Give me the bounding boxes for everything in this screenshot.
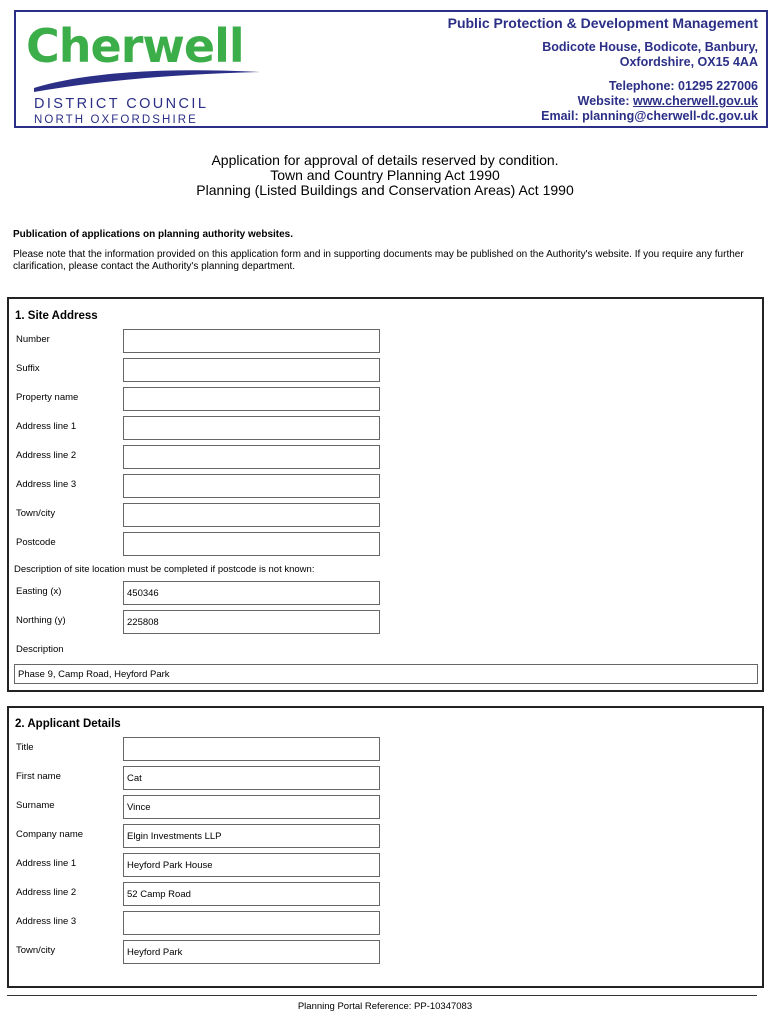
address-line-2-field[interactable] (123, 882, 380, 906)
description-label: Description (16, 644, 64, 655)
logo-district-council: DISTRICT COUNCIL (34, 96, 209, 112)
northing-field[interactable] (123, 610, 380, 634)
section-title: 1. Site Address (15, 310, 98, 322)
town-field[interactable] (123, 940, 380, 964)
address-line-1: Bodicote House, Bodicote, Banbury, (542, 40, 758, 54)
email[interactable]: Email: planning@cherwell-dc.gov.uk (541, 109, 758, 123)
easting-field[interactable] (123, 581, 380, 605)
website-link[interactable]: www.cherwell.gov.uk (632, 94, 758, 108)
title-line-1: Application for approval of details reserved by condition. (211, 152, 559, 168)
address-line-1-label: Address line 1 (16, 421, 77, 432)
postcode-label: Postcode (16, 537, 56, 548)
website-row (448, 94, 758, 109)
title-field[interactable] (123, 737, 380, 761)
portal-reference: Planning Portal Reference: PP-10347083 (297, 1001, 473, 1012)
address-line-3-field[interactable] (123, 474, 380, 498)
address-line-2-field[interactable] (123, 445, 380, 469)
suffix-field[interactable] (123, 358, 380, 382)
footer-divider (7, 995, 757, 996)
company-name-field[interactable] (123, 824, 380, 848)
address-line-2-label: Address line 2 (16, 450, 77, 461)
telephone: Telephone: 01295 227006 (608, 79, 758, 93)
applicant-details-section (7, 706, 764, 988)
website-label: Website: (577, 94, 633, 108)
description-field[interactable] (14, 664, 758, 684)
postcode-field[interactable] (123, 532, 380, 556)
title-line-2: Town and Country Planning Act 1990 (270, 167, 500, 183)
location-note: Description of site location must be completed if postcode is not known: (14, 564, 315, 575)
property-name-field[interactable] (123, 387, 380, 411)
address-line-3-field[interactable] (123, 911, 380, 935)
address-line-2-label: Address line 2 (16, 887, 77, 898)
logo-swoosh-icon (32, 66, 262, 94)
address-line-1-field[interactable] (123, 416, 380, 440)
cherwell-logo (26, 18, 266, 126)
title-label: Title (16, 742, 34, 753)
suffix-label: Suffix (16, 363, 40, 374)
publication-text: Please note that the information provided on this application form and in supporting documents may be published on the Authority's website. If you require any further clarification, please contact the Authority's planning department. (13, 249, 744, 272)
section-title: 2. Applicant Details (15, 718, 121, 730)
letterhead (14, 10, 768, 128)
easting-label: Easting (x) (16, 586, 62, 597)
publication-heading: Publication of applications on planning authority websites. (13, 229, 294, 240)
town-label: Town/city (16, 508, 56, 519)
town-label: Town/city (16, 945, 56, 956)
address-line-1-field[interactable] (123, 853, 380, 877)
number-label: Number (16, 334, 50, 345)
address-line-3-label: Address line 3 (16, 916, 77, 927)
address-line-2: Oxfordshire, OX15 4AA (619, 55, 758, 69)
surname-label: Surname (16, 800, 55, 811)
property-name-label: Property name (16, 392, 79, 403)
company-name-label: Company name (16, 829, 84, 840)
first-name-label: First name (16, 771, 61, 782)
contact-block (448, 16, 758, 124)
site-address-section (7, 297, 764, 692)
document-title (0, 153, 770, 198)
title-line-3: Planning (Listed Buildings and Conservation Areas) Act 1990 (196, 182, 574, 198)
address-line-1-label: Address line 1 (16, 858, 77, 869)
logo-wordmark: Cherwell (26, 19, 244, 73)
logo-north-oxfordshire: NORTH OXFORDSHIRE (34, 114, 198, 126)
surname-field[interactable] (123, 795, 380, 819)
department-name: Public Protection & Development Management (447, 15, 758, 31)
town-field[interactable] (123, 503, 380, 527)
number-field[interactable] (123, 329, 380, 353)
first-name-field[interactable] (123, 766, 380, 790)
northing-label: Northing (y) (16, 615, 66, 626)
address-line-3-label: Address line 3 (16, 479, 77, 490)
